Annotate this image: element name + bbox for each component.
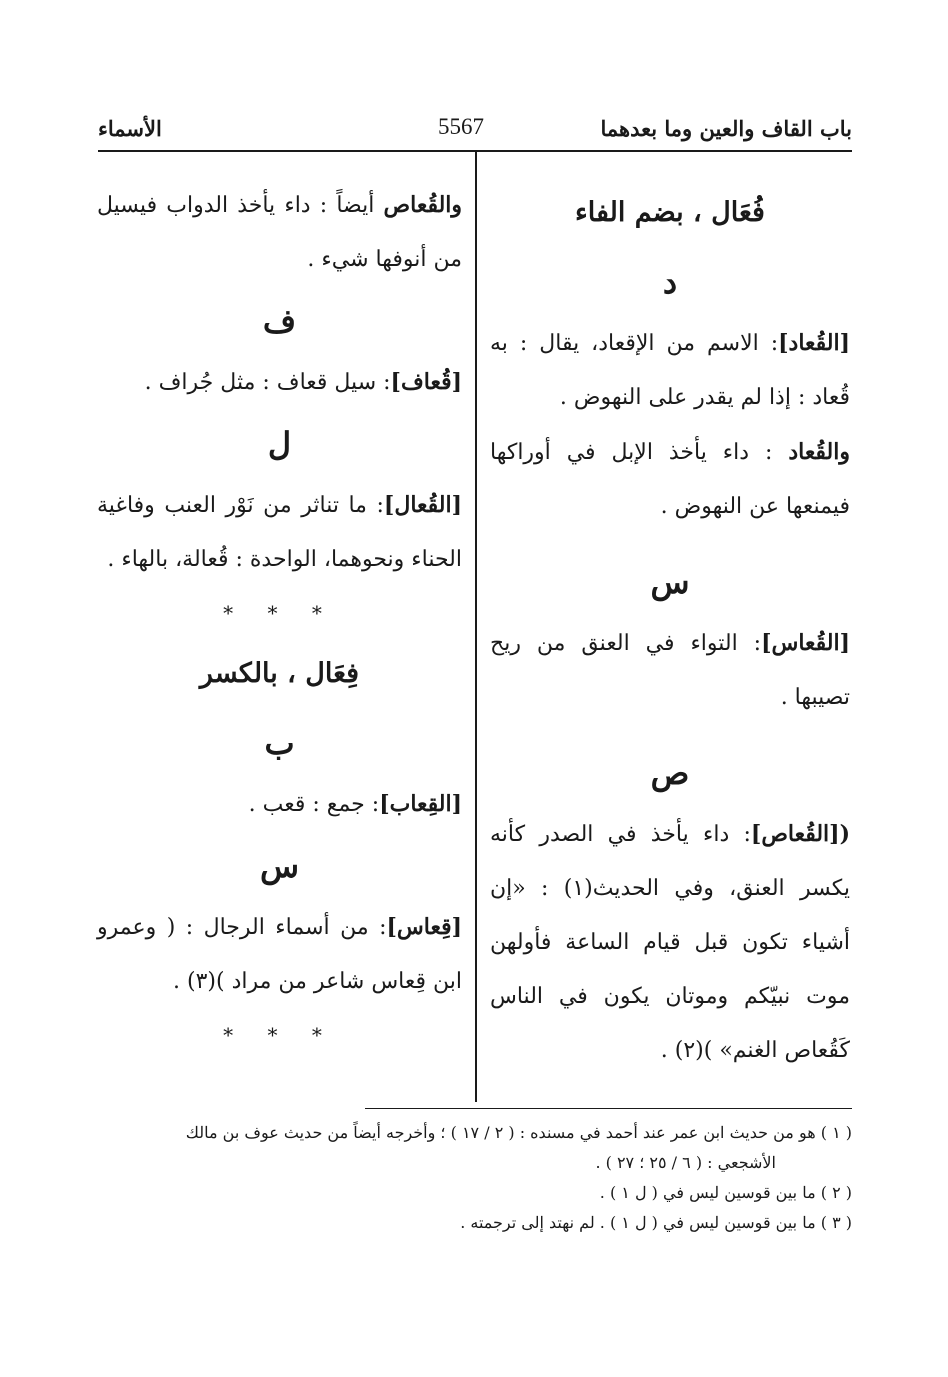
entry-term: [القُعاد] (778, 330, 850, 356)
section-title: فُعَال ، بضم الفاء (575, 197, 765, 228)
entry-quas-cont (97, 178, 462, 287)
entry-text: أيضاً : داء يأخذ الدواب فيسيل من أنوفها شيء . (97, 193, 462, 272)
entry-text: : من أسماء الرجال : ( وعمرو ابن قِعاس شاعر من مراد )(٣) . (97, 915, 462, 994)
entry-text: : داء يأخذ الإبل في أوراكها فيمنعها عن النهوض . (490, 440, 850, 519)
letter-heading-s2: س (259, 847, 300, 885)
chapter-title: باب القاف والعين وما بعدهما (600, 116, 852, 141)
entry-quad-disease (490, 425, 850, 534)
footnote-3: ( ٣ ) ما بين قوسين ليس في ( ل ١ ) . لم نهتد إلى ترجمته . (460, 1213, 852, 1232)
entry-text: : سيل قعاف : مثل جُراف . (144, 370, 391, 395)
entry-quaal (97, 478, 462, 587)
entry-text: : جمع : قعب . (248, 792, 380, 817)
right-column (490, 178, 850, 1078)
entry-term: [القُعاس] (761, 630, 850, 656)
entry-term: والقُعاد (788, 439, 850, 465)
letter-heading-f: ف (262, 302, 297, 340)
left-column (97, 178, 462, 1061)
entry-term: ([القُعاص] (750, 821, 850, 847)
letter-heading-sad: ص (650, 754, 690, 792)
footnote-1: ( ١ ) هو من حديث ابن عمر عند أحمد في مسنده : ( ٢ / ١٧ ) ؛ وأخرجه أيضاً من حديث عوف بن مالك (185, 1123, 852, 1142)
letter-heading-d: د (662, 263, 678, 301)
footnote-2: ( ٢ ) ما بين قوسين ليس في ( ل ١ ) . (599, 1183, 852, 1202)
section-separator-end: * * * (223, 1023, 336, 1047)
entry-text: : التواء في العنق من ريح تصيبها . (490, 631, 850, 710)
entry-term: [قُعاف] (390, 369, 462, 395)
entry-qiaab (97, 777, 462, 832)
footnotes (96, 1118, 852, 1238)
footnote-1-continued: الأشجعي : ( ٦ / ٢٥ ؛ ٢٧ ) . (595, 1153, 776, 1172)
entry-quad (490, 316, 850, 425)
entry-term: [القِعاب] (379, 791, 462, 817)
letter-heading-l: ل (267, 425, 292, 463)
entry-quas-sad (490, 807, 850, 1078)
page-header (98, 112, 852, 152)
entry-quas (490, 616, 850, 725)
section-header-title: الأسماء (98, 116, 162, 141)
entry-term: [قِعاس] (386, 914, 462, 940)
entry-text: : ما تناثر من نَوْر العنب وفاغية الحناء ونحوهما، الواحدة : قُعالة، بالهاء . (97, 493, 462, 572)
entry-qiaas (97, 900, 462, 1009)
entry-text: : الاسم من الإقعاد، يقال : به قُعاد : إذا لم يقدر على النهوض . (490, 331, 850, 410)
entry-quaf (97, 355, 462, 410)
column-divider (475, 152, 477, 1102)
section-separator: * * * (223, 601, 336, 625)
entry-text: : داء يأخذ في الصدر كأنه يكسر العنق، وفي الحديث(١) : «إن أشياء تكون قبل قيام الساعة فأولهن موت نبيّكم وموتان يكون في الناس كَقُعاص الغنم» )(٢) . (490, 822, 850, 1063)
letter-heading-s: س (650, 563, 690, 601)
entry-term: [القُعال] (383, 492, 462, 518)
section-title-kasr: فِعَال ، بالكسر (199, 658, 360, 689)
letter-heading-b: ب (264, 724, 295, 762)
footnote-rule (365, 1108, 852, 1109)
entry-term: والقُعاص (383, 192, 463, 218)
page-number: 5567 (438, 114, 484, 139)
